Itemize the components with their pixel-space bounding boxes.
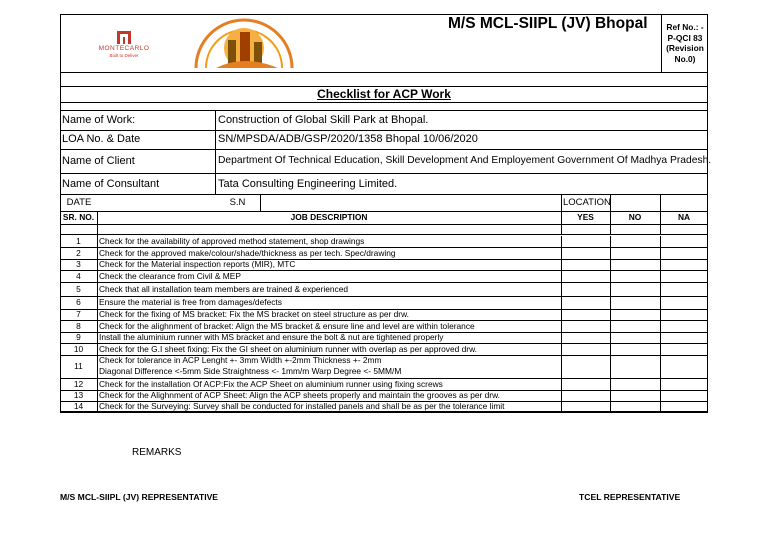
row-number: 3 <box>76 259 81 269</box>
col-job-description: JOB DESCRIPTION <box>290 212 368 222</box>
loa-value: SN/MPSDA/ADB/GSP/2020/1358 Bhopal 10/06/2020 <box>218 133 478 145</box>
row-na-cell[interactable] <box>661 344 708 355</box>
row-na-cell[interactable] <box>661 271 708 282</box>
company-title: M/S MCL-SIIPL (JV) Bhopal <box>448 15 648 32</box>
row-description: Check for the fixing of MS bracket: Fix the MS bracket on steel structure as per drw. <box>99 309 410 319</box>
row-yes-cell[interactable] <box>562 333 610 343</box>
row-number: 4 <box>76 270 81 281</box>
row-no-cell[interactable] <box>611 271 660 282</box>
skill-park-logo <box>188 18 300 72</box>
row-yes-cell[interactable] <box>562 310 610 320</box>
row-no-cell[interactable] <box>611 297 660 309</box>
row-no-cell[interactable] <box>611 248 660 259</box>
row-description: Check for the installation Of ACP:Fix the ACP Sheet on aluminium runner using fixing screws <box>99 378 443 389</box>
row-description: Check the clearance from Civil & MEP <box>99 270 241 281</box>
checklist-title: Checklist for ACP Work <box>317 87 451 101</box>
row-na-cell[interactable] <box>661 391 708 401</box>
ref-line-4: No.0) <box>674 54 696 64</box>
left-signature-label: M/S MCL-SIIPL (JV) REPRESENTATIVE <box>60 492 219 502</box>
row-no-cell[interactable] <box>611 260 660 270</box>
row-description: Check for the Material inspection reports (MIR), MTC <box>99 259 296 269</box>
row-description: Check for tolerance in ACP Lenght +- 3mm Width +-2mm Thickness +- 2mm <box>99 355 382 365</box>
row-no-cell[interactable] <box>611 344 660 355</box>
consultant-label: Name of Consultant <box>62 178 160 190</box>
row-na-cell[interactable] <box>661 333 708 343</box>
row-na-cell[interactable] <box>661 237 708 247</box>
row-no-cell[interactable] <box>611 283 660 296</box>
row-yes-cell[interactable] <box>562 283 610 296</box>
row-description: Ensure the material is free from damages/defects <box>99 297 282 307</box>
row-yes-cell[interactable] <box>562 379 610 390</box>
row-description: Check for the Alighnment of ACP Sheet: Align the ACP sheets properly and maintain the grooves as per drw. <box>99 390 500 400</box>
montecarlo-logo-tagline: Built to Deliver <box>109 53 139 58</box>
row-yes-cell[interactable] <box>562 321 610 332</box>
col-yes: YES <box>577 212 594 222</box>
row-yes-cell[interactable] <box>562 237 610 247</box>
remarks-label: REMARKS <box>132 447 182 458</box>
row-description-line-2: Diagonal Difference <-5mm Side Straightness <- 1mm/m Warp Degree <- 5MM/M <box>99 366 402 376</box>
row-yes-cell[interactable] <box>562 248 610 259</box>
client-value: Department Of Technical Education, Skill Development And Employement Government Of Madhya Pradesh. <box>218 155 712 166</box>
row-na-cell[interactable] <box>661 356 708 378</box>
row-yes-cell[interactable] <box>562 391 610 401</box>
row-no-cell[interactable] <box>611 402 660 412</box>
ref-line-1: Ref No.: - <box>666 22 704 32</box>
row-number: 9 <box>76 332 81 342</box>
work-value: Construction of Global Skill Park at Bhopal. <box>218 114 429 126</box>
row-number: 8 <box>76 320 81 331</box>
row-number: 10 <box>73 343 84 354</box>
row-number: 2 <box>76 247 81 258</box>
row-description: Install the aluminium runner with MS bracket and ensure the bolt & nut are tightened properly <box>99 332 444 342</box>
row-number: 12 <box>73 378 84 389</box>
ref-line-3: (Revision <box>666 43 704 53</box>
row-na-cell[interactable] <box>661 260 708 270</box>
row-na-cell[interactable] <box>661 283 708 296</box>
row-yes-cell[interactable] <box>562 271 610 282</box>
row-no-cell[interactable] <box>611 310 660 320</box>
row-description: Check for the alighnment of bracket: Align the MS bracket & ensure line and level are within tolerance <box>99 320 475 331</box>
row-na-cell[interactable] <box>661 297 708 309</box>
row-yes-cell[interactable] <box>562 297 610 309</box>
row-no-cell[interactable] <box>611 356 660 378</box>
row-no-cell[interactable] <box>611 391 660 401</box>
row-description: Check for the approved make/colour/shade/thickness as per tech. Spec/drawing <box>99 247 396 258</box>
ref-line-2: P-QCI 83 <box>667 33 703 43</box>
row-number: 14 <box>73 401 84 411</box>
row-number: 5 <box>76 283 81 294</box>
row-no-cell[interactable] <box>611 379 660 390</box>
col-sr-no: SR. NO. <box>62 212 95 222</box>
col-na: NA <box>677 212 691 222</box>
row-number: 1 <box>76 236 81 246</box>
row-number: 6 <box>76 297 81 307</box>
sn-label: S.N <box>229 197 246 208</box>
work-label: Name of Work: <box>62 114 136 126</box>
client-label: Name of Client <box>62 155 135 167</box>
loa-label: LOA No. & Date <box>62 133 141 145</box>
row-no-cell[interactable] <box>611 237 660 247</box>
row-description: Check that all installation team members are trained & experienced <box>99 283 349 294</box>
row-yes-cell[interactable] <box>562 344 610 355</box>
row-yes-cell[interactable] <box>562 356 610 378</box>
row-number: 11 <box>74 361 83 371</box>
montecarlo-logo-text: MONTECARLO <box>98 45 150 52</box>
consultant-value: Tata Consulting Engineering Limited. <box>218 178 398 190</box>
montecarlo-logo <box>88 30 160 64</box>
row-number: 7 <box>76 309 81 319</box>
location-label: LOCATION <box>563 197 611 208</box>
date-label: DATE <box>66 197 92 208</box>
row-na-cell[interactable] <box>661 248 708 259</box>
row-no-cell[interactable] <box>611 321 660 332</box>
row-na-cell[interactable] <box>661 402 708 412</box>
row-description: Check for the G.I sheet fixing: Fix the GI sheet on aluminium runner with overlap as per approved drw. <box>99 343 477 354</box>
row-yes-cell[interactable] <box>562 260 610 270</box>
row-no-cell[interactable] <box>611 333 660 343</box>
row-na-cell[interactable] <box>661 321 708 332</box>
row-description: Check for the availability of approved method statement, shop drawings <box>99 236 365 246</box>
right-signature-label: TCEL REPRESENTATIVE <box>579 492 681 502</box>
row-description: Check for the Surveying: Survey shall be conducted for installed panels and shall be as per the tolerance limit <box>99 401 505 411</box>
col-no: NO <box>628 212 642 222</box>
row-na-cell[interactable] <box>661 379 708 390</box>
row-na-cell[interactable] <box>661 310 708 320</box>
row-yes-cell[interactable] <box>562 402 610 412</box>
row-number: 13 <box>73 390 84 400</box>
